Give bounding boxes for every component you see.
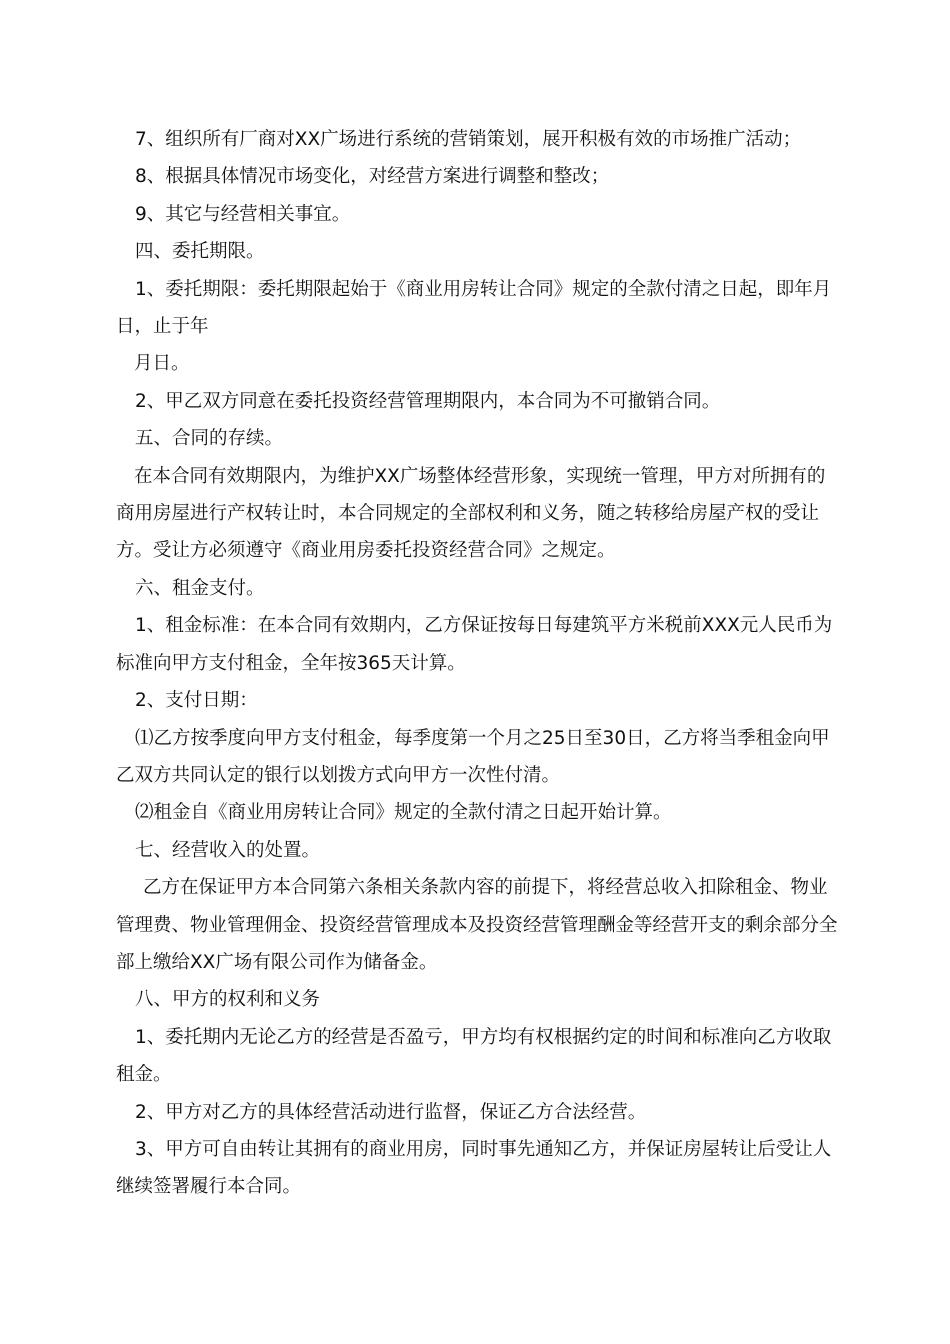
clause-6-item-1: 1、租金标准：在本合同有效期内，乙方保证按每日每建筑平方米税前XXX元人民币为标准向甲方支付租金，全年按365天计算。 <box>116 615 833 674</box>
section-heading-7: 七、经营收入的处置。 <box>135 839 321 861</box>
clause-3-item-9: 9、其它与经营相关事宜。 <box>135 203 351 225</box>
clause-3-item-8: 8、根据具体情况市场变化，对经营方案进行调整和整改； <box>135 166 610 188</box>
clause-4-item-2: 2、甲乙双方同意在委托投资经营管理期限内，本合同为不可撤销合同。 <box>135 390 721 412</box>
clause-8-item-1: 1、委托期内无论乙方的经营是否盈亏，甲方均有权根据约定的时间和标准向乙方收取租金。 <box>116 1026 832 1086</box>
section-heading-4: 四、委托期限。 <box>135 241 265 263</box>
clause-7-body: 乙方在保证甲方本合同第六条相关条款内容的前提下，将经营总收入扣除租金、物业管理费、物业管理佣金、投资经营管理成本及投资经营管理酬金等经营开支的剩余部分全部上缴给XX广场有限公司作为储备金。 <box>116 877 838 973</box>
clause-5-body: 在本合同有效期限内，为维护XX广场整体经营形象，实现统一管理，甲方对所拥有的商用房屋进行产权转让时，本合同规定的全部权利和义务，随之转移给房屋产权的受让方。受让方必须遵守《商业用房委托投资经营合同》之规定。 <box>116 465 826 562</box>
clause-4-item-1-continued: 月日。 <box>134 353 190 375</box>
section-heading-8: 八、甲方的权利和义务 <box>135 989 321 1011</box>
section-heading-5: 五、合同的存续。 <box>135 428 284 450</box>
section-heading-6: 六、租金支付。 <box>135 577 265 599</box>
clause-4-item-1: 1、委托期限：委托期限起始于《商业用房转让合同》规定的全款付清之日起，即年月日，止于年 <box>116 278 832 338</box>
clause-6-item-2-sub-1: ⑴乙方按季度向甲方支付租金，每季度第一个月之25日至30日，乙方将当季租金向甲乙双方共同认定的银行以划拨方式向甲方一次性付清。 <box>116 727 830 786</box>
document-body <box>116 121 838 1206</box>
clause-3-item-7: 7、组织所有厂商对XX广场进行系统的营销策划，展开积极有效的市场推广活动； <box>135 129 802 150</box>
clause-8-item-3: 3、甲方可自由转让其拥有的商业用房，同时事先通知乙方，并保证房屋转让后受让人继续签署履行本合同。 <box>116 1138 832 1198</box>
clause-6-item-2-sub-2: ⑵租金自《商业用房转让合同》规定的全款付清之日起开始计算。 <box>135 802 672 824</box>
clause-8-item-2: 2、甲方对乙方的具体经营活动进行监督，保证乙方合法经营。 <box>135 1101 647 1123</box>
clause-6-item-2: 2、支付日期： <box>135 690 258 712</box>
